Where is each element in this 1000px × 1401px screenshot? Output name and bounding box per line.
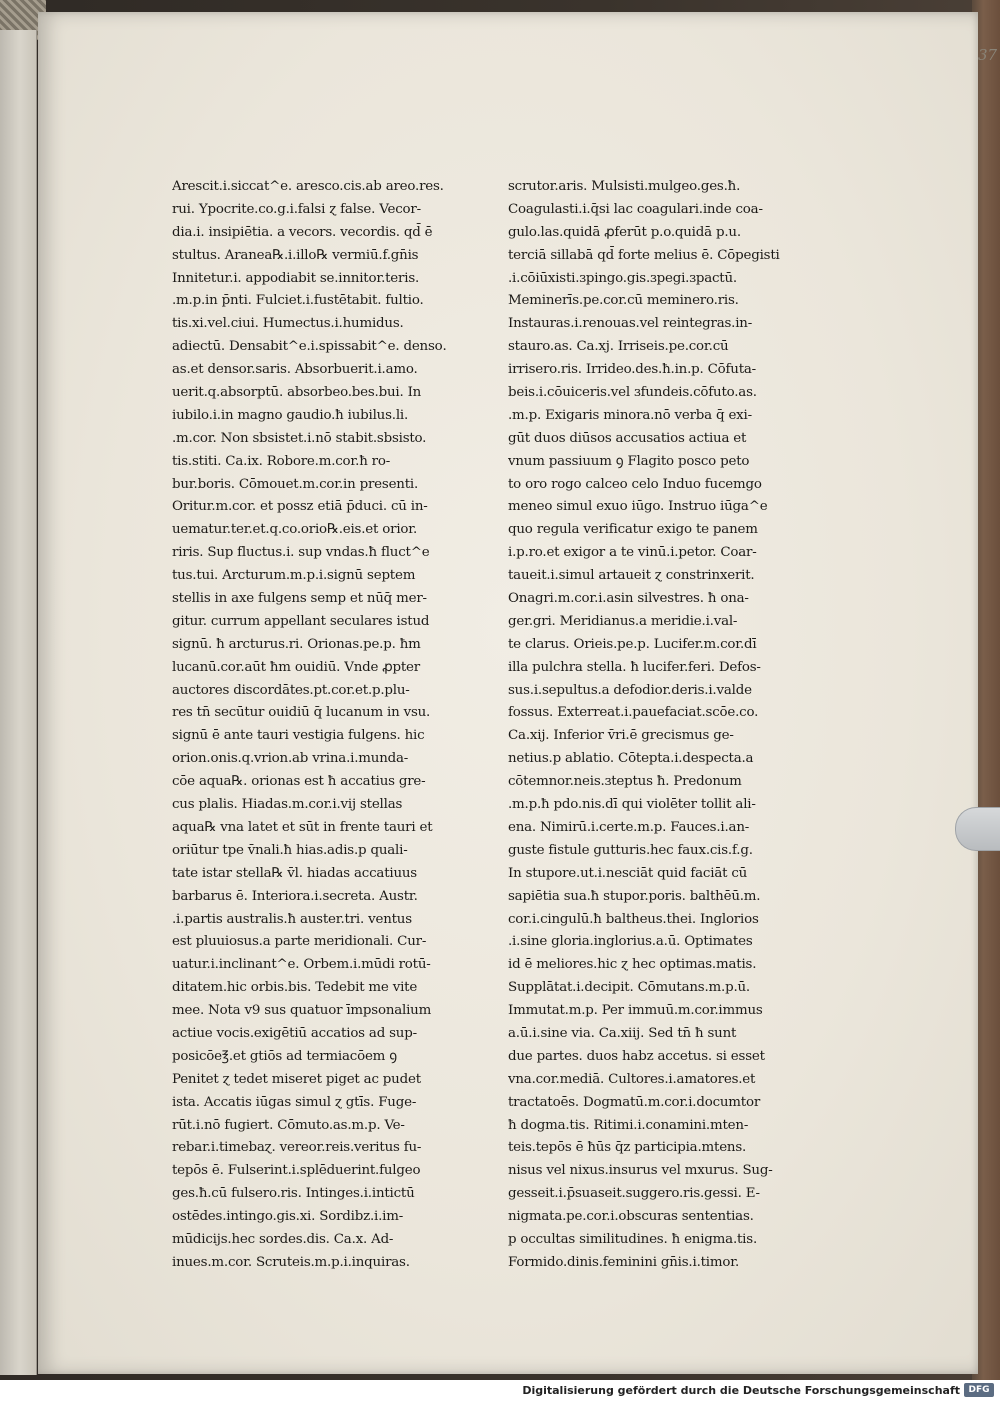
- text-line: .m.cor. Non sbsistet.i.nō stabit.sbsisto.: [172, 430, 427, 446]
- text-line: Coagulasti.i.q̄si lac coagulari.inde coa-: [508, 201, 763, 217]
- text-line: sus.i.sepultus.a defodior.deris.i.valde: [508, 682, 752, 698]
- text-line: rui. Ypocrite.co.g.i.falsi ɀ false. Vecor-: [172, 201, 421, 217]
- text-line: Penitet ɀ tedet miseret piget ac pudet: [172, 1071, 421, 1087]
- text-line: tate istar stella℞ v̄l. hiadas accatiuus: [172, 865, 417, 881]
- text-line: ostēdes.intingo.gis.xi. Sordibz.i.im-: [172, 1209, 404, 1225]
- text-line: uematur.ter.et.q.co.orio℞.eis.et orior.: [172, 522, 418, 538]
- text-line: uerit.q.absorptū. absorbeo.bes.bui. In: [172, 385, 422, 401]
- folio-number: 37: [978, 46, 998, 64]
- text-line: Instauras.i.renouas.vel reintegras.in-: [508, 316, 753, 332]
- text-line: ditatem.hic orbis.bis. Tedebit me vite: [172, 980, 418, 996]
- text-line: stauro.as. Ca.xj. Irriseis.pe.cor.cū: [508, 339, 729, 355]
- text-line: illa pulchra stella. ħ lucifer.feri. Defos-: [508, 659, 761, 675]
- text-line: mūdicijs.hec sordes.dis. Ca.x. Ad-: [172, 1231, 394, 1247]
- text-line: signū. ħ arcturus.ri. Orionas.pe.p. ħm: [172, 636, 421, 652]
- text-line: iubilo.i.in magno gaudio.ħ iubilus.li.: [172, 407, 409, 423]
- text-line: rūt.i.nō fugiert. Cōmuto.as.m.p. Ve-: [172, 1117, 405, 1133]
- text-line: ħ dogma.tis. Ritimi.i.conamini.mten-: [508, 1117, 749, 1133]
- text-line: auctores discordātes.pt.cor.et.p.plu-: [172, 682, 410, 698]
- text-line: irrisero.ris. Irrideo.des.ħ.in.p. Cōfuta-: [508, 362, 757, 378]
- text-line: nigmata.pe.cor.i.obscuras sententias.: [508, 1209, 754, 1225]
- text-line: .i.cōiūxisti.ɜpingo.gis.ɜpegi.ɜpactū.: [508, 270, 737, 286]
- text-line: a.ū.i.sine via. Ca.xiij. Sed tn̄ ħ sunt: [508, 1025, 737, 1041]
- text-line: ges.ħ.cū fulsero.ris. Intinges.i.intictū: [172, 1186, 415, 1202]
- text-line: ista. Accatis iūgas simul ɀ gtīs. Fuge-: [172, 1094, 417, 1110]
- text-line: p occultas similitudines. ħ enigma.tis.: [508, 1231, 757, 1247]
- text-line: .m.p. Exigaris minora.nō verba q̄ exi-: [508, 407, 752, 423]
- text-line: barbarus ē. Interiora.i.secreta. Austr.: [172, 888, 418, 904]
- text-line: beis.i.cōuiceris.vel ɜfundeis.cōfuto.as.: [508, 385, 757, 401]
- text-line: due partes. duos habz accetus. si esset: [508, 1048, 765, 1064]
- text-line: .i.partis australis.ħ auster.tri. ventus: [172, 911, 412, 927]
- text-line: Supplātat.i.decipit. Cōmutans.m.p.ū.: [508, 980, 750, 996]
- text-line: cōtemnor.neis.ɜteptus ħ. Predonum: [508, 774, 742, 790]
- text-line: .m.p.ħ pdo.nis.dī qui violēter tollit ali-: [508, 797, 756, 813]
- text-line: Formido.dinis.feminini gn̄is.i.timor.: [508, 1254, 740, 1270]
- text-line: vnum passiuum ꝯ Flagito posco peto: [508, 453, 750, 469]
- text-line: tus.tui. Arcturum.m.p.i.signū septem: [172, 568, 416, 584]
- text-line: Arescit.i.siccat^e. aresco.cis.ab areo.res.: [172, 179, 444, 194]
- text-column-right: [508, 176, 790, 1275]
- text-line: ena. Nimirū.i.certe.m.p. Fauces.i.an-: [508, 819, 750, 835]
- text-line: aqua℞ vna latet et sūt in frente tauri et: [172, 819, 433, 835]
- text-line: to oro rogo calceo celo Induo fucemgo: [508, 476, 762, 492]
- text-line: quo regula verificatur exigo te panem: [508, 522, 758, 538]
- text-line: Innitetur.i. appodiabit se.innitor.teris.: [172, 270, 420, 286]
- text-line: guste fistule gutturis.hec faux.cis.f.g.: [508, 842, 753, 858]
- text-line: gitur. currum appellant seculares istud: [172, 613, 430, 629]
- text-line: id ē meliores.hic ɀ hec optimas.matis.: [508, 957, 757, 973]
- text-line: Oritur.m.cor. et possz etiā p̄duci. cū in-: [172, 499, 428, 515]
- text-line: nisus vel nixus.insurus vel mxurus. Sug-: [508, 1163, 773, 1179]
- text-line: riris. Sup fluctus.i. sup vndas.ħ fluct^e: [172, 545, 430, 561]
- text-line: uatur.i.inclinant^e. Orbem.i.mūdi rotū-: [172, 957, 431, 973]
- text-line: rebar.i.timebaɀ. vereor.reis.veritus fu-: [172, 1140, 422, 1156]
- footer-bar: [0, 1380, 1000, 1401]
- text-line: terciā sillabā qd̄ forte melius ē. Cōpegisti: [508, 247, 780, 263]
- text-line: mee. Nota v9 sus quatuor īmpsonalium: [172, 1003, 432, 1019]
- text-line: adiectū. Densabit^e.i.spissabit^e. densо.: [172, 339, 447, 355]
- text-line: posicōe℥.et gtiōs ad termiacōem ꝯ: [172, 1048, 397, 1064]
- text-line: cus plalis. Hiadas.m.cor.i.vij stellas: [172, 797, 403, 813]
- text-line: lucanū.cor.aūt ħm ouidiū. Vnde ꝓpter: [172, 659, 420, 675]
- text-line: actiue vocis.exigētiū accatios ad sup-: [172, 1025, 417, 1041]
- text-line: vna.cor.mediā. Cultores.i.amatores.et: [508, 1071, 756, 1087]
- text-line: cōe aqua℞. orionas est ħ accatius gre-: [172, 774, 426, 790]
- text-line: netius.p ablatio. Cōtepta.i.despecta.a: [508, 751, 754, 767]
- text-line: tepōs ē. Fulserint.i.splēduerint.fulgeo: [172, 1163, 421, 1179]
- text-line: inues.m.cor. Scruteis.m.p.i.inquiras.: [172, 1254, 410, 1270]
- text-line: tractatoēs. Dogmatū.m.cor.i.documtor: [508, 1094, 761, 1110]
- text-line: taueit.i.simul artaueit ɀ constrinxerit.: [508, 568, 755, 584]
- text-line: Meminerīs.pe.cor.cū meminero.ris.: [508, 293, 739, 309]
- funding-credit: Digitalisierung gefördert durch die Deutsche Forschungsgemeinschaft: [522, 1384, 960, 1397]
- text-line: tis.xi.vel.ciui. Humectus.i.humidus.: [172, 316, 404, 332]
- text-line: In stupore.ut.i.nesciāt quid faciāt cū: [508, 865, 748, 881]
- page-marker-tab: [955, 807, 1000, 851]
- text-line: ger.gri. Meridianus.a meridie.i.val-: [508, 613, 738, 629]
- text-line: Onagri.m.cor.i.asin silvestres. ħ ona-: [508, 591, 749, 607]
- text-line: Immutat.m.p. Per immuū.m.cor.immus: [508, 1003, 763, 1019]
- text-line: gulo.las.quidā ꝓferūt p.o.quidā p.u.: [508, 224, 741, 240]
- text-line: oriūtur tpe v̄nali.ħ hias.adis.p quali-: [172, 842, 408, 858]
- text-line: teis.tepōs ē ħūs q̄z participia.mtens.: [508, 1140, 747, 1156]
- text-line: cor.i.cingulū.ħ baltheus.thei. Inglorios: [508, 911, 759, 927]
- dfg-logo: DFG: [964, 1383, 994, 1397]
- text-line: .i.sine gloria.inglorius.a.ū. Optimates: [508, 934, 753, 950]
- text-line: fossus. Exterreat.i.pauefaciat.scōe.co.: [508, 705, 759, 721]
- text-line: res tn̄ secūtur ouidiū q̄ lucanum in vsu.: [172, 705, 431, 721]
- text-line: bur.boris. Cōmouet.m.cor.in presenti.: [172, 476, 419, 492]
- text-line: stultus. Aranea℞.i.illo℞ vermiū.f.gn̄is: [172, 247, 419, 263]
- text-line: i.p.ro.et exigor a te vinū.i.petor. Coar-: [508, 545, 757, 561]
- text-line: meneo simul exuo iūgo. Instruo iūga^e: [508, 499, 768, 515]
- text-line: est pluuiosus.a parte meridionali. Cur-: [172, 934, 427, 950]
- text-line: te clarus. Orieis.pe.p. Lucifer.m.cor.dī: [508, 636, 757, 652]
- text-line: stellis in axe fulgens semp et nūq̄ mer-: [172, 591, 427, 607]
- text-line: gūt duos diūsos accusatios actiua et: [508, 430, 747, 446]
- text-column-left: [172, 176, 464, 1275]
- facing-page-edge: [0, 30, 37, 1375]
- text-line: tis.stiti. Ca.ix. Robore.m.cor.ħ ro-: [172, 453, 391, 469]
- text-line: scrutor.aris. Mulsisti.mulgeo.ges.ħ.: [508, 179, 741, 194]
- text-line: signū ē ante tauri vestigia fulgens. hic: [172, 728, 425, 744]
- text-line: dia.i. insipiētia. a vecors. vecordis. qd̄ ē: [172, 224, 433, 240]
- text-line: orion.onis.q.vrion.ab vrina.i.munda-: [172, 751, 409, 767]
- text-line: Ca.xij. Inferior v̄ri.ē grecismus ge-: [508, 728, 734, 744]
- text-line: .m.p.in p̄nti. Fulciet.i.fustētabit. fultio.: [172, 293, 424, 309]
- text-line: gesseit.i.p̄suaseit.suggero.ris.gessi. E-: [508, 1186, 760, 1202]
- text-line: as.et densor.saris. Absorbuerit.i.amo.: [172, 362, 418, 378]
- text-line: sapiētia sua.ħ stupor.poris. balthēū.m.: [508, 888, 761, 904]
